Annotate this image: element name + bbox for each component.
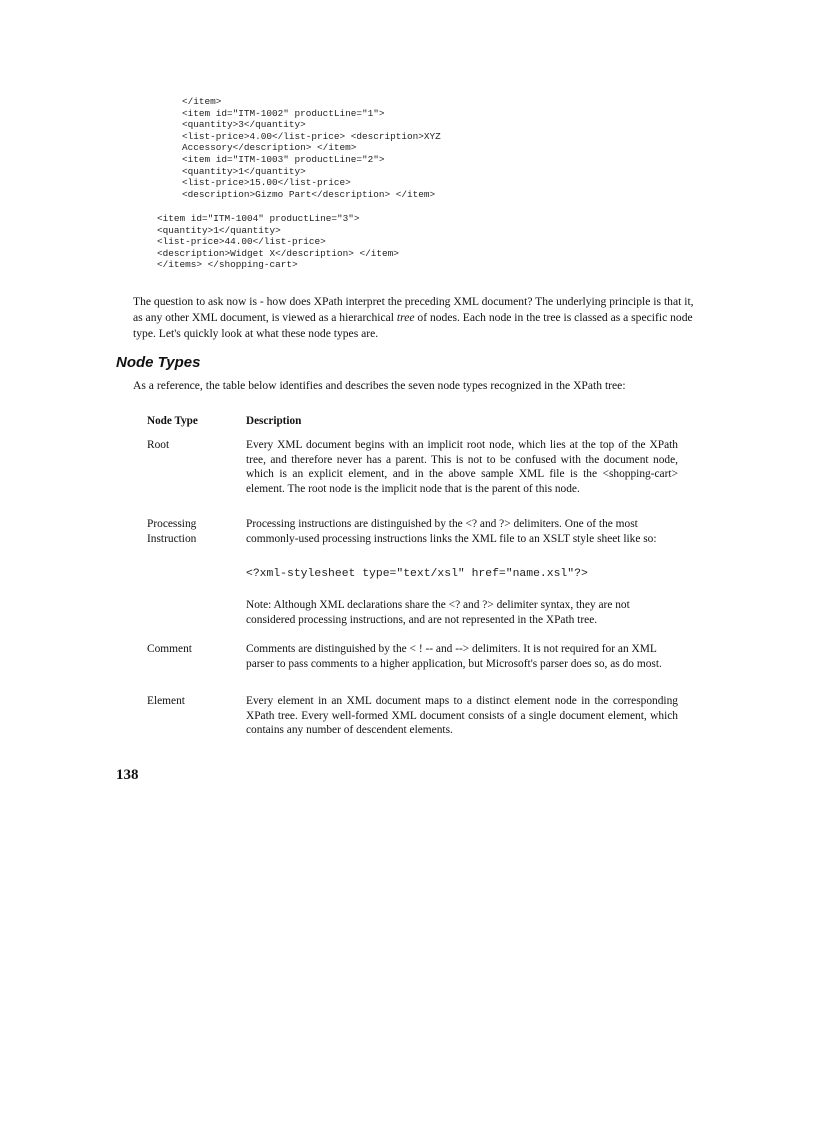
table-header-description: Description [246,415,302,427]
page-number: 138 [116,767,139,783]
code-block-indented [182,96,441,200]
row-comment-type: Comment [147,643,192,655]
intro-tree-word: tree [396,310,415,324]
row-root-description: Every XML document begins with an implicit root node, which lies at the top of the XPath tree, and therefore never has a parent. This is not to be confused with the document node, which is an explicit element, and in the above sample XML file is the <shopping-cart> element. The root node is the implicit node that is the parent of this node. [246,439,678,495]
intro-text-after: of nodes. Each node in the tree is classed as a specific node type. Let's quickly look at what these node types are. [133,310,693,340]
code-line: <list-price>44.00</list-price> [157,236,326,248]
row-root-type: Root [147,439,170,451]
row-pi-description: Processing instructions are distinguished by the <? and ?> delimiters. One of the most commonly-used processing instructions links the XML file to an XSLT style sheet like so: [246,518,657,545]
code-block-outdented [157,213,399,271]
section-heading: Node Types [116,354,201,371]
row-pi-type: Processing Instruction [147,518,197,545]
row-pi-code: <?xml-stylesheet type="text/xsl" href="name.xsl"?> [246,568,588,580]
code-line: <list-price>15.00</list-price> [182,177,351,189]
table-header-type: Node Type [147,415,198,427]
code-line: <quantity>1</quantity> [157,224,281,236]
intro-paragraph [133,294,703,341]
section-intro: As a reference, the table below identifies and describes the seven node types recognized in the XPath tree: [133,379,626,392]
code-line: <quantity>3</quantity> [182,119,306,131]
code-line: </item> [182,96,222,107]
row-element-description: Every element in an XML document maps to a distinct element node in the corresponding XPath tree. Every well-formed XML document consists of a single document element, which contains any number of descendent elements. [246,695,678,737]
code-line: <list-price>4.00</list-price> <description>XYZ [182,130,441,142]
row-pi-note: Note: Although XML declarations share the <? and ?> delimiter syntax, they are not considered processing instructions, and are not represented in the XPath tree. [246,599,630,626]
code-line: <description>Gizmo Part</description> </item> [182,188,436,200]
row-element-type: Element [147,695,185,707]
code-line: <quantity>1</quantity> [182,165,306,177]
intro-text-before: The question to ask now is - how does XPath interpret the preceding XML document? The underlying principle is that it, as any other XML document, is viewed as a hierarchical [133,295,694,324]
code-line: Accessory</description> </item> [182,142,357,154]
code-line: <item id="ITM-1002" productLine="1"> [182,107,385,119]
row-comment-description: Comments are distinguished by the < ! -- and --> delimiters. It is not required for an XML parser to pass comments to a higher application, but Microsoft's parser does so, as do most. [246,643,662,670]
code-line: <description>Widget X</description> </item> [157,247,399,259]
code-line: </items> </shopping-cart> [157,259,298,271]
code-line: <item id="ITM-1003" productLine="2"> [182,153,385,165]
code-line: <item id="ITM-1004" productLine="3"> [157,213,360,224]
